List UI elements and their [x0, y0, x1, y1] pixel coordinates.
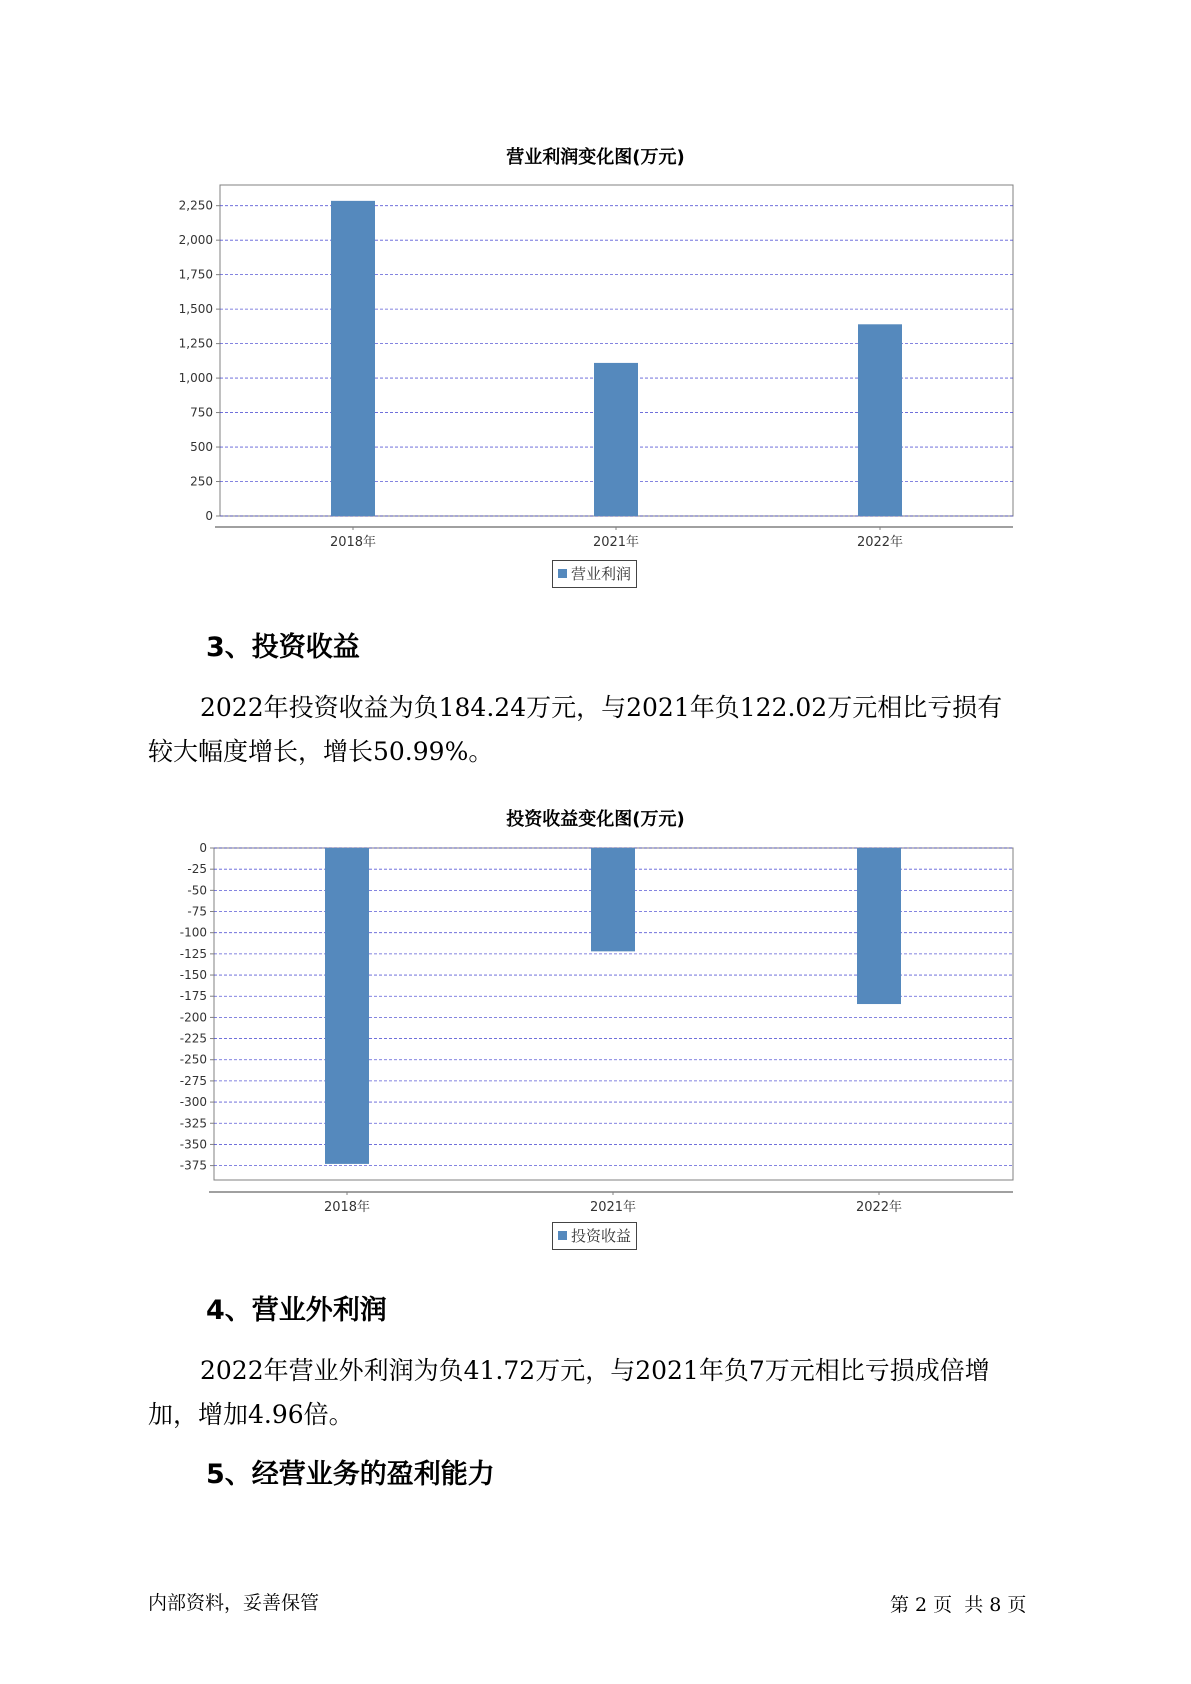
x-tick-label: 2022年 [855, 1200, 903, 1213]
y-tick-label: -275 [179, 1073, 207, 1088]
chart1-legend [552, 560, 637, 588]
section4-line2: 加，增加4.96倍。 [148, 1400, 354, 1429]
y-tick-label: 1,000 [178, 371, 213, 386]
y-tick-label: -225 [179, 1031, 207, 1046]
chart2-legend-label: 投资收益 [571, 1227, 632, 1245]
x-tick-label: 2022年 [856, 535, 904, 550]
y-tick-label: -75 [187, 904, 207, 919]
bar-2018年 [325, 848, 369, 1164]
y-tick-label: -125 [179, 946, 207, 961]
y-tick-label: 0 [199, 841, 207, 855]
section3-line2: 较大幅度增长，增长50.99%。 [148, 737, 494, 766]
y-tick-label: 250 [190, 474, 213, 489]
y-tick-label: -250 [179, 1052, 207, 1067]
investment-income-chart [0, 838, 1191, 1213]
section5-heading: 5、经营业务的盈利能力 [206, 1459, 495, 1490]
y-tick-label: -300 [179, 1095, 207, 1110]
bar-2021年 [594, 363, 638, 516]
y-tick-label: -350 [179, 1137, 207, 1152]
section3-heading: 3、投资收益 [206, 632, 360, 663]
y-tick-label: -100 [179, 925, 207, 940]
footer-page-number: 第 2 页 共 8 页 [890, 1594, 1027, 1616]
x-tick-label: 2018年 [329, 535, 377, 550]
x-tick-label: 2018年 [323, 1200, 371, 1213]
y-tick-label: -325 [179, 1116, 207, 1131]
y-tick-label: 750 [190, 405, 213, 420]
x-tick-label: 2021年 [589, 1200, 637, 1213]
x-tick-label: 2021年 [592, 535, 640, 550]
operating-profit-chart [0, 175, 1191, 550]
y-tick-label: 1,500 [178, 302, 213, 317]
y-tick-label: -375 [179, 1158, 207, 1173]
y-tick-label: -25 [187, 862, 207, 877]
chart2-title: 投资收益变化图(万元) [506, 809, 685, 830]
bar-2018年 [331, 201, 375, 516]
y-tick-label: 0 [205, 509, 213, 523]
bar-2022年 [858, 324, 902, 516]
chart2-legend [552, 1222, 637, 1250]
legend-swatch [558, 569, 567, 578]
y-tick-label: -175 [179, 989, 207, 1004]
y-tick-label: -150 [179, 968, 207, 983]
section4-heading: 4、营业外利润 [206, 1295, 387, 1326]
section3-paragraph [148, 686, 1048, 774]
y-tick-label: 500 [190, 440, 213, 455]
y-tick-label: 2,000 [178, 233, 213, 248]
y-tick-label: 2,250 [178, 198, 213, 213]
chart1-title: 营业利润变化图(万元) [506, 147, 685, 168]
bar-2022年 [857, 848, 901, 1004]
chart1-legend-label: 营业利润 [571, 565, 632, 583]
section4-line1: 2022年营业外利润为负41.72万元，与2021年负7万元相比亏损成倍增 [200, 1356, 990, 1385]
footer-confidential: 内部资料，妥善保管 [148, 1592, 320, 1614]
y-tick-label: 1,250 [178, 336, 213, 351]
section4-paragraph [148, 1349, 1048, 1437]
y-tick-label: 1,750 [178, 267, 213, 282]
bar-2021年 [591, 848, 635, 951]
y-tick-label: -50 [187, 883, 207, 898]
y-tick-label: -200 [179, 1010, 207, 1025]
section3-line1: 2022年投资收益为负184.24万元，与2021年负122.02万元相比亏损有 [200, 693, 1003, 722]
legend-swatch [558, 1231, 567, 1240]
